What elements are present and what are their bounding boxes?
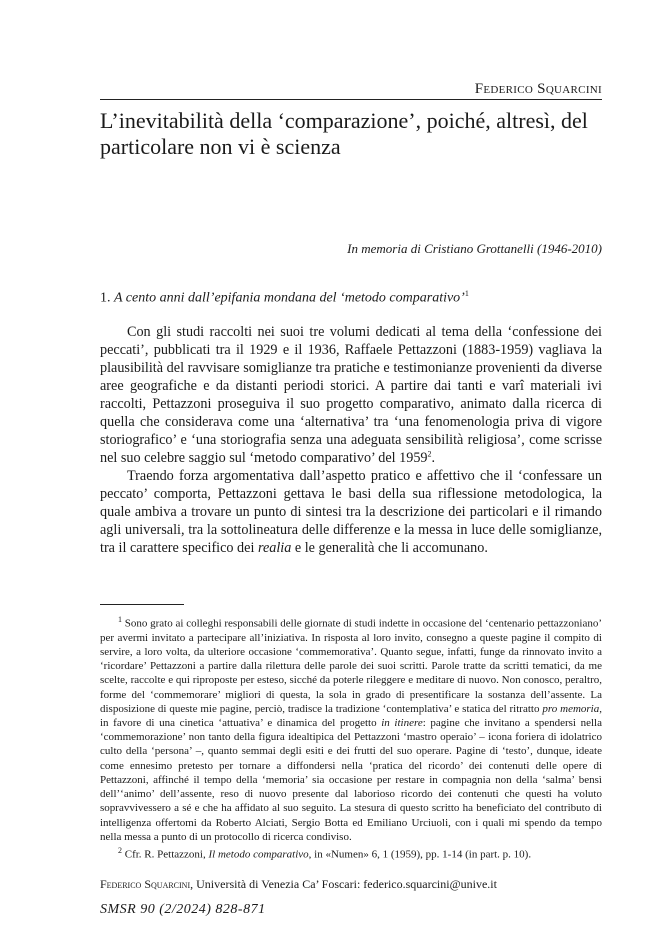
footnote-1-text-c: : pagine che invitano a spendersi nella ‘commemorazione’ non tanto della figura idealtipica del Pettazzoni ‘mastro operaio’ – icona foriera di idolatrico culto della ‘persona’ –, quanto semmai degli esiti e dei frutti del suo operare. Pagine di ‘testo’, dunque, ideate come ennesimo pretesto per tornare a diffondersi nella ‘pratica del ricordo’ dei contenuti delle opere di Pettazzoni, affinché il tempo della ‘memoria’ sia occasione per restare in compagnia non della ‘salma’ bensì dell’‘animo’ dell’assente, reso di nuovo presente dal laborioso ricordo dei contenuti che questi ha voluto sopravvivessero a sé e che ha affidato al suo seguito. La stesura di questo scritto ha beneficiato del contributo di intelligenza offertomi da Roberto Alciati, Sergio Botta ed Emiliano Urciuoli, con i quali mi spendo da tempo nella messa a punto di un protocollo di ricerca condiviso. <box>100 717 602 843</box>
author-affiliation <box>100 877 602 892</box>
footnote-2-title: Il metodo comparativo <box>208 848 309 861</box>
paragraph-2-text-b: e le generalità che li accomunano. <box>291 540 488 556</box>
footnote-ref-2[interactable]: 2 <box>427 449 432 459</box>
footnote-ref-1[interactable]: 1 <box>464 289 469 298</box>
footnote-1-text-a: Sono grato ai colleghi responsabili delle giornate di studi indette in occasione del ‘centenario pettazzoniano’ per avermi invitato a partecipare all’iniziativa. In risposta al loro invito, consegno a queste pagine il compito di servire, a loro volta, da ulteriore occasione ‘commemorativa’. Quanto segue, infatti, funge da rinnovato invito a ‘ricordare’ Pettazzoni a partire dalla rilettura delle parole dei suoi scritti. Parole tratte da scritti tematici, da me scelte, raccolte e qui riproposte per esteso, sicché da poterle rileggere e meditare di nuovo. Non conosco, peraltro, forme del ‘commemorare’ migliori di questa, la sola in grado di presentificare la sostanza dell’assente. La disposizione di queste mie pagine, perciò, tradisce la tradizione ‘contemplativa’ e statica del ritratto <box>100 617 602 715</box>
body-text <box>100 323 602 557</box>
section-heading <box>100 289 602 307</box>
header-rule <box>100 99 602 100</box>
footnote-2-text-a: Cfr. R. Pettazzoni, <box>122 848 209 861</box>
affiliation-author: Federico Squarcini <box>100 877 191 891</box>
footnote-rule <box>100 604 184 605</box>
footnote-1-italic-a: pro memoria <box>542 702 600 715</box>
paragraph-1 <box>100 323 602 467</box>
paragraph-2-text-a: Traendo forza argomentativa dall’aspetto pratico e affettivo che il ‘confessare un peccato’ comporta, Pettazzoni gettava le basi della sua riflessione metodologica, la quale ambiva a trovare un punto di sintesi tra la descrizione dei particolari e il rimando agli universali, tra la sottolineatura delle differenze e la messa in luce delle somiglianze, tra il carattere specifico dei <box>100 468 602 556</box>
footnote-1 <box>100 613 602 844</box>
footnote-1-number: 1 <box>118 615 122 624</box>
footnote-1-text-b: , in favore di una cinetica ‘attuativa’ e dinamica del progetto <box>100 702 602 730</box>
section-title: A cento anni dall’epifania mondana del ‘metodo comparativo’ <box>114 290 465 306</box>
paragraph-1-end: . <box>431 450 436 466</box>
footnote-2-number: 2 <box>118 845 122 855</box>
footnote-1-italic-b: in itinere <box>381 717 423 730</box>
footnote-2 <box>100 844 602 862</box>
paragraph-2 <box>100 467 602 557</box>
article-title: L’inevitabilità della ‘comparazione’, poiché, altresì, del particolare non vi è scienza <box>100 108 588 159</box>
footnote-2-text-b: , in «Numen» 6, 1 (1959), pp. 1-14 (in part. p. 10). <box>308 848 532 861</box>
affiliation-text: , Università di Venezia Ca’ Foscari: federico.squarcini@unive.it <box>190 877 497 891</box>
dedication: In memoria di Cristiano Grottanelli (1946-2010) <box>347 241 602 256</box>
running-head-author: Federico Squarcini <box>474 81 602 97</box>
paragraph-1-text: Con gli studi raccolti nei suoi tre volumi dedicati al tema della ‘confessione dei peccati’, pubblicati tra il 1929 e il 1936, Raffaele Pettazzoni (1883-1959) vagliava la plausibilità del ravvisare somiglianze tra pratiche e testimonianze provenienti da diverse aree geografiche e da distanti periodi storici. A partire dai tanti e varî materiali ivi raccolti, Pettazzoni proseguiva il suo progetto comparativo, animato dalla ricerca di quella che considerava come una ‘alternativa’ tra ‘una fenomenologia priva di vigore storiografico’ e ‘una storiografia senza una adeguata sensibilità religiosa’, come scrisse nel suo celebre saggio sul ‘metodo comparativo’ del 1959 <box>100 324 602 466</box>
journal-citation: SMSR 90 (2/2024) 828-871 <box>100 902 266 917</box>
paragraph-2-italic: realia <box>257 540 292 556</box>
footnotes <box>100 613 602 862</box>
section-number: 1. <box>100 290 111 306</box>
